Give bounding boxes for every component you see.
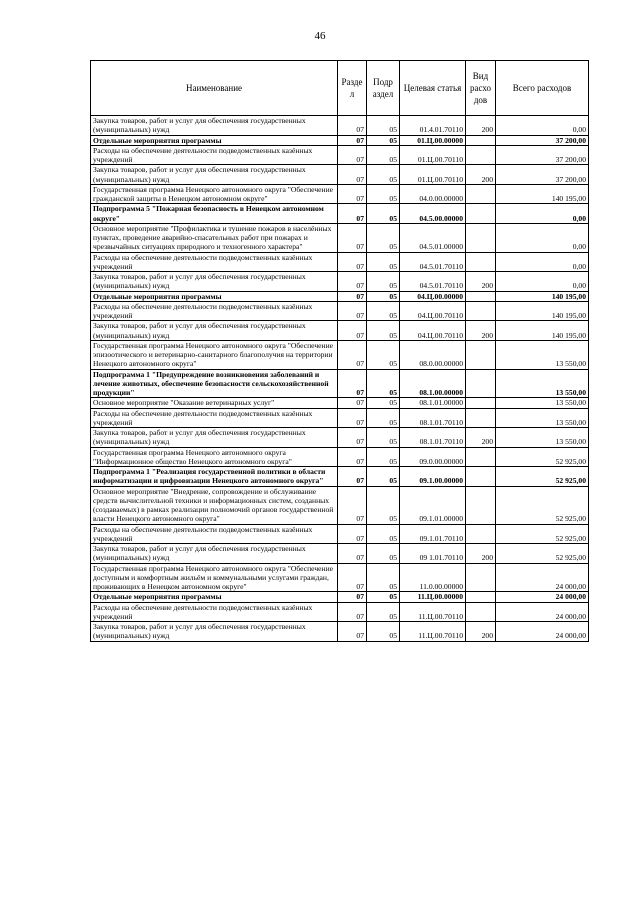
row-section: 07 bbox=[338, 223, 367, 252]
row-subsection: 05 bbox=[367, 408, 400, 428]
row-subsection: 05 bbox=[367, 524, 400, 544]
row-target: 01.Ц.00.00000 bbox=[400, 135, 466, 145]
row-name: Государственная программа Ненецкого автономного округа "Информационное общество Ненецкого автономного округа" bbox=[91, 447, 338, 467]
row-section: 07 bbox=[338, 116, 367, 136]
row-expense-type: 200 bbox=[466, 622, 496, 642]
row-subsection: 05 bbox=[367, 252, 400, 272]
row-target: 01.Ц.00.70110 bbox=[400, 145, 466, 165]
row-name: Подпрограмма 1 "Реализация государственной политики в области информатизации и цифровизации Ненецкого автономного округа" bbox=[91, 467, 338, 487]
row-expense-type bbox=[466, 252, 496, 272]
header-name: Наименование bbox=[91, 61, 338, 116]
row-expense-type: 200 bbox=[466, 321, 496, 341]
page-number: 46 bbox=[314, 30, 326, 42]
row-amount: 24 000,00 bbox=[496, 622, 589, 642]
row-amount: 37 200,00 bbox=[496, 145, 589, 165]
row-subsection: 05 bbox=[367, 592, 400, 602]
row-amount: 24 000,00 bbox=[496, 602, 589, 622]
row-expense-type bbox=[466, 340, 496, 369]
row-amount: 13 550,00 bbox=[496, 340, 589, 369]
row-target: 04.5.01.70110 bbox=[400, 252, 466, 272]
table-row bbox=[91, 165, 589, 185]
table-row bbox=[91, 592, 589, 602]
row-expense-type bbox=[466, 291, 496, 301]
row-section: 07 bbox=[338, 252, 367, 272]
row-subsection: 05 bbox=[367, 116, 400, 136]
row-subsection: 05 bbox=[367, 291, 400, 301]
row-target: 04.Ц.00.70110 bbox=[400, 301, 466, 321]
row-name: Расходы на обеспечение деятельности подведомственных казённых учреждений bbox=[91, 301, 338, 321]
row-name: Расходы на обеспечение деятельности подведомственных казённых учреждений bbox=[91, 408, 338, 428]
row-section: 07 bbox=[338, 524, 367, 544]
row-subsection: 05 bbox=[367, 602, 400, 622]
row-target: 04.0.00.00000 bbox=[400, 184, 466, 204]
row-subsection: 05 bbox=[367, 321, 400, 341]
row-section: 07 bbox=[338, 408, 367, 428]
row-expense-type bbox=[466, 369, 496, 398]
row-subsection: 05 bbox=[367, 145, 400, 165]
table-row bbox=[91, 467, 589, 487]
row-expense-type bbox=[466, 204, 496, 224]
row-target: 09.1.01.70110 bbox=[400, 524, 466, 544]
row-amount: 140 195,00 bbox=[496, 184, 589, 204]
row-amount: 24 000,00 bbox=[496, 592, 589, 602]
row-target: 08.0.00.00000 bbox=[400, 340, 466, 369]
row-section: 07 bbox=[338, 447, 367, 467]
row-name: Отдельные мероприятия программы bbox=[91, 592, 338, 602]
row-name: Закупка товаров, работ и услуг для обеспечения государственных (муниципальных) нужд bbox=[91, 544, 338, 564]
row-name: Основное мероприятие "Оказание ветеринарных услуг" bbox=[91, 398, 338, 408]
row-amount: 140 195,00 bbox=[496, 321, 589, 341]
table-row bbox=[91, 135, 589, 145]
row-target: 08.1.01.70110 bbox=[400, 428, 466, 448]
row-target: 01.Ц.00.70110 bbox=[400, 165, 466, 185]
row-name: Расходы на обеспечение деятельности подведомственных казённых учреждений bbox=[91, 524, 338, 544]
row-section: 07 bbox=[338, 135, 367, 145]
row-section: 07 bbox=[338, 165, 367, 185]
row-subsection: 05 bbox=[367, 135, 400, 145]
row-section: 07 bbox=[338, 486, 367, 524]
row-section: 07 bbox=[338, 204, 367, 224]
row-target: 11.Ц.00.70110 bbox=[400, 602, 466, 622]
table-row bbox=[91, 145, 589, 165]
table-row bbox=[91, 204, 589, 224]
row-subsection: 05 bbox=[367, 165, 400, 185]
row-subsection: 05 bbox=[367, 204, 400, 224]
row-section: 07 bbox=[338, 592, 367, 602]
row-expense-type bbox=[466, 592, 496, 602]
table-row bbox=[91, 301, 589, 321]
row-expense-type bbox=[466, 524, 496, 544]
row-name: Основное мероприятие "Внедрение, сопровождение и обслуживание средств вычислительной техники и информационных систем, созданных (создаваемых) в рамках реализации полномочий органов государственной власти Ненецкого автономного округа" bbox=[91, 486, 338, 524]
row-target: 09 1.01.70110 bbox=[400, 544, 466, 564]
row-expense-type bbox=[466, 223, 496, 252]
row-expense-type bbox=[466, 184, 496, 204]
table-header-row bbox=[91, 61, 589, 116]
row-section: 07 bbox=[338, 428, 367, 448]
row-target: 04.5.01.70110 bbox=[400, 272, 466, 292]
row-amount: 52 925,00 bbox=[496, 486, 589, 524]
row-subsection: 05 bbox=[367, 398, 400, 408]
row-subsection: 05 bbox=[367, 486, 400, 524]
row-amount: 0,00 bbox=[496, 223, 589, 252]
row-target: 04.Ц.00.00000 bbox=[400, 291, 466, 301]
row-subsection: 05 bbox=[367, 369, 400, 398]
row-expense-type bbox=[466, 135, 496, 145]
row-amount: 0,00 bbox=[496, 272, 589, 292]
row-section: 07 bbox=[338, 184, 367, 204]
row-subsection: 05 bbox=[367, 184, 400, 204]
row-amount: 0,00 bbox=[496, 116, 589, 136]
row-amount: 13 550,00 bbox=[496, 408, 589, 428]
row-target: 09.1.00.00000 bbox=[400, 467, 466, 487]
table-body bbox=[91, 116, 589, 642]
row-expense-type: 200 bbox=[466, 272, 496, 292]
header-target: Целевая статья bbox=[400, 61, 466, 116]
row-amount: 13 550,00 bbox=[496, 428, 589, 448]
row-expense-type: 200 bbox=[466, 544, 496, 564]
row-subsection: 05 bbox=[367, 467, 400, 487]
header-total: Всего расходов bbox=[496, 61, 589, 116]
row-expense-type bbox=[466, 301, 496, 321]
table-row bbox=[91, 563, 589, 592]
row-section: 07 bbox=[338, 340, 367, 369]
row-expense-type bbox=[466, 398, 496, 408]
row-target: 09.0.00.00000 bbox=[400, 447, 466, 467]
budget-table bbox=[90, 60, 589, 642]
table-row bbox=[91, 116, 589, 136]
row-amount: 24 000,00 bbox=[496, 563, 589, 592]
row-name: Отдельные мероприятия программы bbox=[91, 135, 338, 145]
row-section: 07 bbox=[338, 398, 367, 408]
row-name: Расходы на обеспечение деятельности подведомственных казённых учреждений bbox=[91, 602, 338, 622]
row-name: Закупка товаров, работ и услуг для обеспечения государственных (муниципальных) нужд bbox=[91, 272, 338, 292]
table-row bbox=[91, 321, 589, 341]
row-section: 07 bbox=[338, 369, 367, 398]
row-target: 08.1.01.70110 bbox=[400, 408, 466, 428]
row-name: Закупка товаров, работ и услуг для обеспечения государственных (муниципальных) нужд bbox=[91, 428, 338, 448]
table-row bbox=[91, 272, 589, 292]
row-amount: 0,00 bbox=[496, 204, 589, 224]
row-amount: 52 925,00 bbox=[496, 544, 589, 564]
row-name: Подпрограмма 1 "Предупреждение возникновения заболеваний и лечение животных, обеспечение безопасности сельскохозяйственной продукции" bbox=[91, 369, 338, 398]
table-row bbox=[91, 602, 589, 622]
row-section: 07 bbox=[338, 602, 367, 622]
header-expense-type: Вид расхо дов bbox=[466, 61, 496, 116]
row-section: 07 bbox=[338, 291, 367, 301]
row-expense-type bbox=[466, 408, 496, 428]
row-section: 07 bbox=[338, 272, 367, 292]
row-subsection: 05 bbox=[367, 301, 400, 321]
row-expense-type bbox=[466, 145, 496, 165]
row-subsection: 05 bbox=[367, 272, 400, 292]
table-row bbox=[91, 223, 589, 252]
row-subsection: 05 bbox=[367, 340, 400, 369]
row-target: 08.1.00.00000 bbox=[400, 369, 466, 398]
row-target: 01.4.01.70110 bbox=[400, 116, 466, 136]
row-amount: 0,00 bbox=[496, 252, 589, 272]
table-row bbox=[91, 369, 589, 398]
row-section: 07 bbox=[338, 563, 367, 592]
row-expense-type: 200 bbox=[466, 428, 496, 448]
row-subsection: 05 bbox=[367, 223, 400, 252]
row-subsection: 05 bbox=[367, 544, 400, 564]
row-amount: 52 925,00 bbox=[496, 467, 589, 487]
table-row bbox=[91, 398, 589, 408]
row-amount: 52 925,00 bbox=[496, 524, 589, 544]
row-name: Закупка товаров, работ и услуг для обеспечения государственных (муниципальных) нужд bbox=[91, 321, 338, 341]
row-expense-type: 200 bbox=[466, 165, 496, 185]
row-subsection: 05 bbox=[367, 563, 400, 592]
table-row bbox=[91, 184, 589, 204]
row-expense-type bbox=[466, 563, 496, 592]
row-section: 07 bbox=[338, 544, 367, 564]
row-section: 07 bbox=[338, 145, 367, 165]
row-section: 07 bbox=[338, 321, 367, 341]
row-subsection: 05 bbox=[367, 622, 400, 642]
row-name: Государственная программа Ненецкого автономного округа "Обеспечение эпизоотического и ветеринарно-санитарного благополучия на территории Ненецкого автономного округа" bbox=[91, 340, 338, 369]
row-amount: 13 550,00 bbox=[496, 369, 589, 398]
row-target: 11.Ц.00.70110 bbox=[400, 622, 466, 642]
row-target: 04.5.01.00000 bbox=[400, 223, 466, 252]
row-target: 11.0.00.00000 bbox=[400, 563, 466, 592]
row-expense-type bbox=[466, 467, 496, 487]
row-amount: 52 925,00 bbox=[496, 447, 589, 467]
row-expense-type: 200 bbox=[466, 116, 496, 136]
row-name: Государственная программа Ненецкого автономного округа "Обеспечение гражданской защиты в Ненецком автономном округе" bbox=[91, 184, 338, 204]
row-name: Закупка товаров, работ и услуг для обеспечения государственных (муниципальных) нужд bbox=[91, 165, 338, 185]
row-amount: 140 195,00 bbox=[496, 291, 589, 301]
table-row bbox=[91, 428, 589, 448]
row-target: 11.Ц.00.00000 bbox=[400, 592, 466, 602]
row-name: Расходы на обеспечение деятельности подведомственных казённых учреждений bbox=[91, 252, 338, 272]
row-expense-type bbox=[466, 486, 496, 524]
table-row bbox=[91, 622, 589, 642]
row-expense-type bbox=[466, 602, 496, 622]
row-amount: 37 200,00 bbox=[496, 135, 589, 145]
row-target: 04.5.00.00000 bbox=[400, 204, 466, 224]
header-section: Разде л bbox=[338, 61, 367, 116]
row-name: Государственная программа Ненецкого автономного округа "Обеспечение доступным и комфортным жильём и коммунальными услугами граждан, проживающих в Ненецком автономном округе" bbox=[91, 563, 338, 592]
row-amount: 37 200,00 bbox=[496, 165, 589, 185]
row-subsection: 05 bbox=[367, 447, 400, 467]
table-row bbox=[91, 340, 589, 369]
row-name: Отдельные мероприятия программы bbox=[91, 291, 338, 301]
row-target: 08.1.01.00000 bbox=[400, 398, 466, 408]
row-target: 09.1.01.00000 bbox=[400, 486, 466, 524]
row-subsection: 05 bbox=[367, 428, 400, 448]
row-name: Закупка товаров, работ и услуг для обеспечения государственных (муниципальных) нужд bbox=[91, 116, 338, 136]
table-row bbox=[91, 252, 589, 272]
row-amount: 140 195,00 bbox=[496, 301, 589, 321]
table-row bbox=[91, 524, 589, 544]
table-row bbox=[91, 544, 589, 564]
row-section: 07 bbox=[338, 467, 367, 487]
table-row bbox=[91, 447, 589, 467]
row-target: 04.Ц.00.70110 bbox=[400, 321, 466, 341]
table-row bbox=[91, 291, 589, 301]
row-section: 07 bbox=[338, 301, 367, 321]
row-name: Подпрограмма 5 "Пожарная безопасность в Ненецком автономном округе" bbox=[91, 204, 338, 224]
table-row bbox=[91, 486, 589, 524]
table-row bbox=[91, 408, 589, 428]
header-subsection: Подр аздел bbox=[367, 61, 400, 116]
row-amount: 13 550,00 bbox=[496, 398, 589, 408]
row-name: Основное мероприятие "Профилактика и тушение пожаров в населённых пунктах, проведение аварийно-спасательных работ при пожарах и чрезвычайных ситуациях природного и техногенного характера" bbox=[91, 223, 338, 252]
row-section: 07 bbox=[338, 622, 367, 642]
row-expense-type bbox=[466, 447, 496, 467]
row-name: Расходы на обеспечение деятельности подведомственных казённых учреждений bbox=[91, 145, 338, 165]
row-name: Закупка товаров, работ и услуг для обеспечения государственных (муниципальных) нужд bbox=[91, 622, 338, 642]
